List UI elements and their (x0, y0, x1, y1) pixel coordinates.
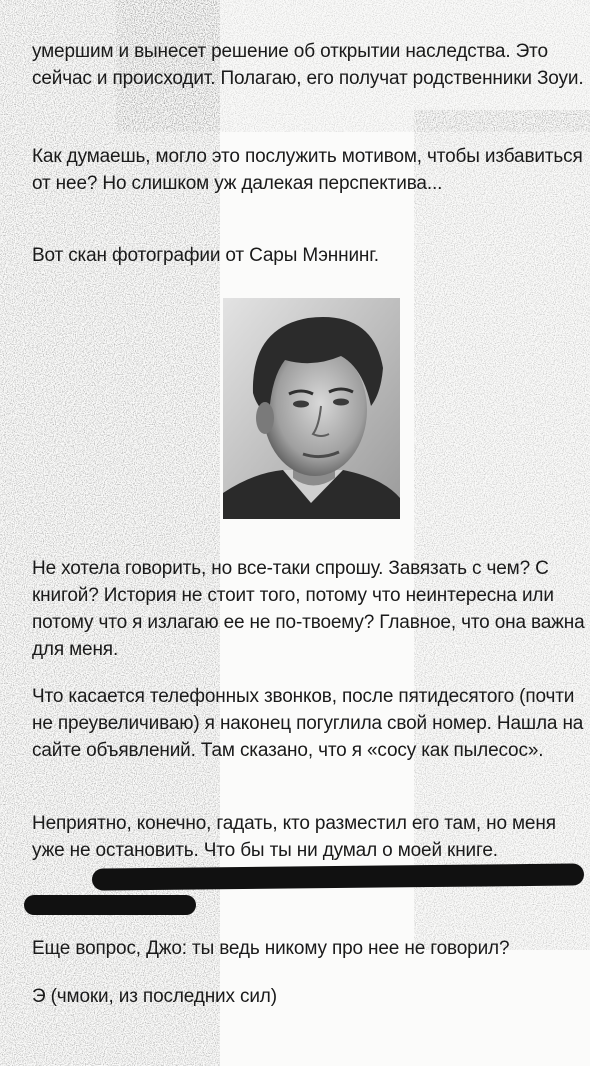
portrait-photo (223, 298, 400, 519)
paragraph-motive: Как думаешь, могло это послужить мотивом, чтобы избавиться от нее? Но слишком уж далекая перспектива... (32, 146, 583, 194)
paragraph-inheritance: умершим и вынесет решение об открытии наследства. Это сейчас и происходит. Полагаю, его получат родственники Зоуи. (32, 41, 584, 89)
redaction-bar-1 (92, 863, 584, 890)
paragraph-question-book: Не хотела говорить, но все-таки спрошу. Завязать с чем? С книгой? История не стоит того, потому что неинтересна или потому что я излагаю ее не по-твоему? Главное, что она важна для меня. (32, 558, 585, 660)
paragraph-phone-calls: Что касается телефонных звонков, после пятидесятого (почти не преувеличиваю) я наконец погуглила свой номер. Нашла на сайте объявлений. Там сказано, что я «сосу как пылесос». (32, 686, 584, 761)
paragraph-photo-intro: Вот скан фотографии от Сары Мэннинг. (32, 245, 379, 266)
paragraph-question-jo: Еще вопрос, Джо: ты ведь никому про нее не говорил? (32, 938, 510, 959)
paragraph-signoff: Э (чмоки, из последних сил) (32, 986, 277, 1007)
redaction-bar-2 (24, 895, 196, 915)
paragraph-unpleasant: Неприятно, конечно, гадать, кто разместил его там, но меня уже не остановить. Что бы ты ни думал о моей книге. (32, 813, 556, 861)
